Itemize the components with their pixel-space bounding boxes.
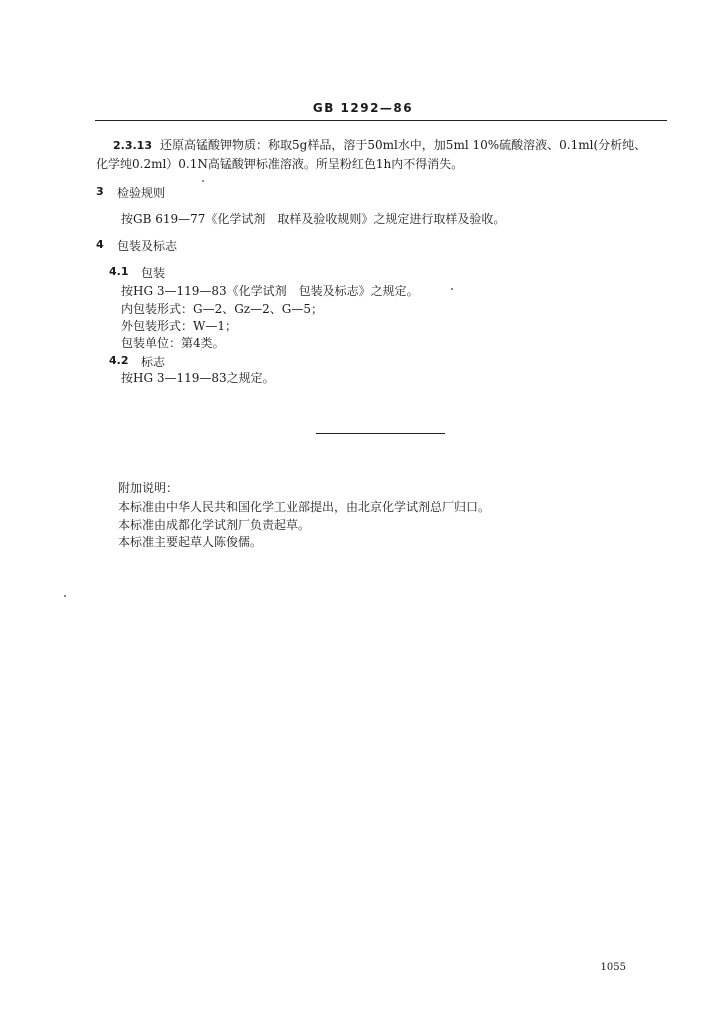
scan-speck xyxy=(64,595,66,597)
clause-number-4-2: 4.2 xyxy=(109,354,129,367)
section-title-4: 包装及标志 xyxy=(117,239,178,253)
clause-number-4-1: 4.1 xyxy=(109,265,129,278)
section-number-3: 3 xyxy=(96,185,104,198)
clause-title-4-1: 包装 xyxy=(141,266,166,280)
appendix-line-2: 本标准由成都化学试剂厂负责起草。 xyxy=(118,518,311,532)
appendix-line-1: 本标准由中华人民共和国化学工业部提出，由北京化学试剂总厂归口。 xyxy=(118,500,491,514)
header-rule xyxy=(95,120,667,121)
scan-speck xyxy=(202,180,204,182)
clause-4-2-text: 按HG 3—119—83之规定。 xyxy=(121,371,275,385)
section-number-4: 4 xyxy=(96,238,104,251)
clause-4-1-line-3: 外包装形式：W—1； xyxy=(121,319,237,333)
clause-number-2-3-13: 2.3.13 xyxy=(113,139,152,152)
clause-2-3-13-line-1: 还原高锰酸钾物质：称取5g样品，溶于50ml水中，加5ml 10%硫酸溶液、0.1ml(分析纯、 xyxy=(160,138,647,152)
page-header: GB 1292—86 xyxy=(312,101,414,115)
page-number: 1055 xyxy=(600,962,626,973)
section-title-3: 检验规则 xyxy=(117,186,166,200)
clause-title-4-2: 标志 xyxy=(141,355,166,369)
clause-4-1-line-1: 按HG 3—119—83《化学试剂 包装及标志》之规定。 xyxy=(121,284,419,298)
scan-speck xyxy=(451,288,453,290)
clause-2-3-13-line-2: 化学纯0.2ml）0.1N高锰酸钾标准溶液。所呈粉红色1h内不得消失。 xyxy=(96,157,464,171)
appendix-line-3: 本标准主要起草人陈俊儒。 xyxy=(118,535,263,549)
appendix-title: 附加说明： xyxy=(118,481,179,495)
clause-4-1-line-2: 内包装形式：G—2、Gz—2、G—5； xyxy=(121,302,323,316)
section-3-text: 按GB 619—77《化学试剂 取样及验收规则》之规定进行取样及验收。 xyxy=(121,212,506,226)
section-separator xyxy=(316,433,445,434)
clause-4-1-line-4: 包装单位：第4类。 xyxy=(121,336,225,350)
